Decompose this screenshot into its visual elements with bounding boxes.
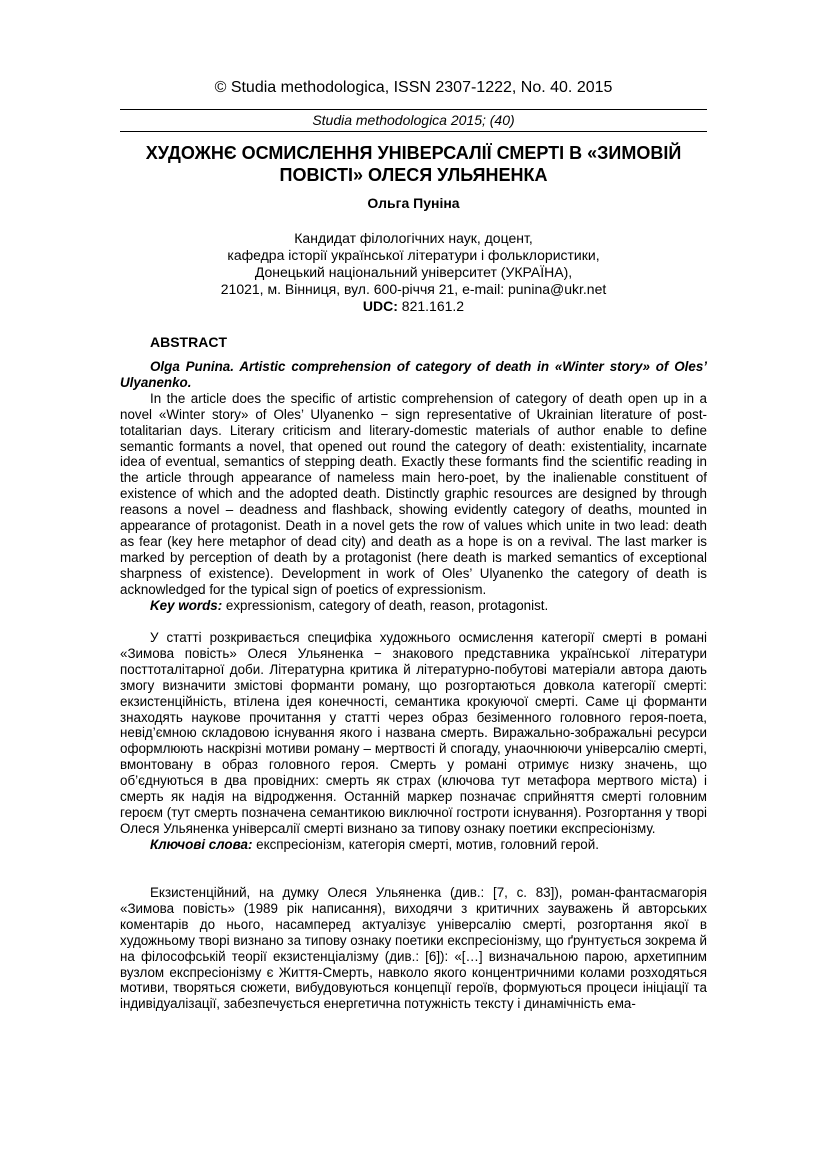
- english-keywords-text: expressionism, category of death, reason, protagonist.: [222, 597, 549, 613]
- ukrainian-abstract-text: У статті розкривається специфіка художнього осмислення категорії смерті в романі «Зимова повість» Олеся Ульяненка − знакового представника української літератури посттоталітарної доби. Літературна критика й літературно-побутові матеріали автора дають змогу визначити змістові форманти роману, що розгортаються довкола категорії смерті: екзистенційність, втілена ідея конечності, семантика крокуючої смерті. Саме ці форманти знаходять наукове прочитання у статті через образ безіменного головного героя-поета, невід’ємною складовою існування якого і названа смерть. Виражально-зображальні ресурси оформлюють наскрізні мотиви роману – мертвості й спогаду, унаочнюючи універсалію смерті, вмонтовану в образ головного героя. Смерть у романі отримує низку значень, що об’єднуються в два провідних: смерть як страх (ключова тут метафора мертвого міста) і смерть як надія на відродження. Останній маркер позначає сприйняття смерті головним героєм (тут смерть позначена семантикою виключної гостроти існування). Розгортання у творі Олеся Ульяненка універсалії смерті визнано за типову ознаку поетики експресіонізму.: [120, 630, 707, 836]
- udc-value: 821.161.2: [397, 298, 465, 314]
- affiliation-line: 21021, м. Вінниця, вул. 600-річчя 21, e-mail: punina@ukr.net: [220, 281, 607, 297]
- author-affiliation: [0, 230, 827, 315]
- main-text: [120, 885, 707, 1012]
- ukrainian-keywords: [120, 837, 707, 853]
- english-abstract-text: In the article does the specific of artistic comprehension of category of death open up in a novel «Winter story» of Oles’ Ulyanenko − sign representative of Ukrainian literature of post-totalitarian days. Literary criticism and literary-domestic materials of author enable to define semantic formants a novel, that opened out round the category of death: existentiality, incarnate idea of eventual, semantics of stepping death. Exactly these formants find the scientific reading in the article through appearance of nameless main hero-poet, by the inalienable constituent of existence of which and the adopted death. Distinctly graphic resources are designed by through reasons a novel – deadness and flashback, showing evidently category of deaths, mounted in appearance of protagonist. Death in a novel gets the row of values which unite in two lead: death as fear (key here metaphor of dead city) and death as a hope is on a revival. The last marker is marked by perception of death by a protagonist (here death is marked semantics of exceptional sharpness of existence). Development in work of Oles’ Ulyanenko the category of death is acknowledged for the typical sign of poetics of expressionism.: [120, 390, 707, 597]
- title-line-1: ХУДОЖНЄ ОСМИСЛЕННЯ УНІВЕРСАЛІЇ СМЕРТІ В «ЗИМОВІЙ: [145, 143, 682, 163]
- body-paragraph: Екзистенційний, на думку Олеся Ульяненка (див.: [7, с. 83]), роман-фантасмагорія «Зимова повість» (1989 рік написання), виходячи з критичних зауважень й авторських коментарів до нього, насамперед актуалізує універсалію смерті, розгортання якої в художньому творі визнано за типову ознаку поетики експресіонізму, що ґрунтується зокрема й на філософській теорії екзистенціалізму (див.: [6]): «[…] визначальною парою, архетипним вузлом експресіонізму є Життя-Смерть, навколо якого концентричними колами розходяться мотиви, творяться сюжети, вибудовуються концепції героїв, формуються процеси ініціації та індивідуалізації, забезпечується енергетична потужність тексту і динамічність ема-: [120, 885, 707, 1012]
- ukrainian-keywords-text: експресіонізм, категорія смерті, мотив, головний герой.: [252, 836, 599, 852]
- english-abstract-title: Olga Punina. Artistic comprehension of category of death in «Winter story» of Oles’ Ulyanenko.: [120, 359, 707, 390]
- udc-line: [0, 298, 827, 315]
- ukrainian-keywords-label: Ключові слова:: [150, 836, 253, 852]
- udc-label: UDC:: [362, 298, 398, 314]
- english-keywords-label: Key words:: [150, 597, 223, 613]
- english-abstract: [120, 359, 707, 614]
- affiliation-line: кафедра історії української літератури і фольклористики,: [227, 247, 600, 263]
- ukrainian-abstract: [120, 630, 707, 853]
- english-keywords: [120, 598, 707, 614]
- copyright-line: © Studia methodologica, ISSN 2307-1222, No. 40. 2015: [214, 79, 613, 96]
- title-line-2: ПОВІСТІ» ОЛЕСЯ УЛЬЯНЕНКА: [279, 165, 548, 185]
- author-name: Ольга Пуніна: [367, 195, 460, 211]
- affiliation-line: Донецький національний університет (УКРАЇНА),: [254, 264, 573, 280]
- affiliation-line: Кандидат філологічних наук, доцент,: [294, 230, 533, 246]
- journal-running-header: Studia methodologica 2015; (40): [120, 109, 707, 132]
- abstract-heading: ABSTRACT: [150, 334, 227, 350]
- article-title: [100, 142, 727, 186]
